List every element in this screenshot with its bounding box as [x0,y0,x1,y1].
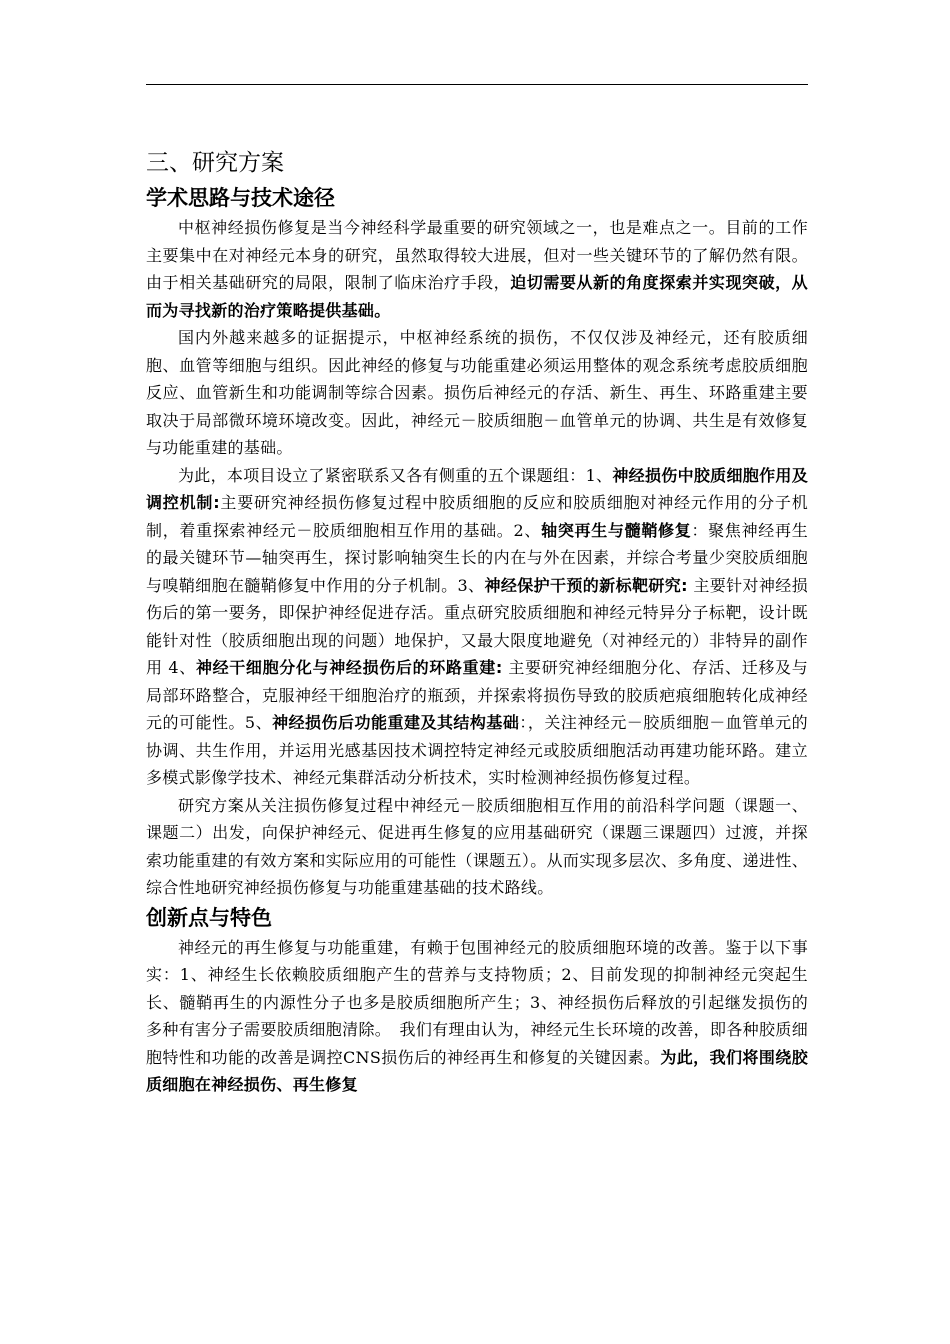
paragraph-1-bold: 迫切需要从新的角度探索并实现突破，从而为寻找新的治疗策略提供基础。 [146,273,808,320]
p3-topic-1: 神经损伤中胶质细胞作用及调控机制: [146,465,808,512]
p3-topic-2: 轴突再生与髓鞘修复 [541,520,692,540]
section-title: 三、研究方案 [146,150,284,176]
paragraph-5-text: 神经元的再生修复与功能重建，有赖于包围神经元的胶质细胞环境的改善。鉴于以下事实：1、神经生长依赖胶质细胞产生的营养与支持物质；2、目前发现的抑制神经元突起生长、髓鞘再生的内源性分子也多是胶质细胞所产生；3、神经损伤后释放的引起继发损伤的多种有害分子需要胶质细胞清除。 我们有理由认为，神经元生长环境的改善，即各种胶质细胞特性和功能的改善是调控CNS损伤后的神经再生和修复的关键因素。 [146,937,808,1067]
p3-text-1: 为此，本项目设立了紧密联系又各有侧重的五个课题组：1、 [178,465,613,485]
paragraph-3 [146,462,808,792]
p3-text-5: 主要研究神经细胞分化、存活、迁移及与局部环路整合，克服神经干细胞治疗的瓶颈，并探索将损伤导致的胶质疤痕细胞转化成神经元的可能性。5、 [146,658,808,732]
subsection-title-innovation: 创新点与特色 [146,905,272,930]
paragraph-2: 国内外越来越多的证据提示，中枢神经系统的损伤，不仅仅涉及神经元，还有胶质细胞、血管等细胞与组织。因此神经的修复与功能重建必须运用整体的观念系统考虑胶质细胞反应、血管新生和功能调制等综合因素。损伤后神经元的存活、新生、再生、环路重建主要取决于局部微环境环境改变。因此，神经元－胶质细胞－血管单元的协调、共生是有效修复与功能重建的基础。 [146,328,808,457]
paragraph-5 [146,934,808,1099]
paragraph-1-text: 中枢神经损伤修复是当今神经科学最重要的研究领域之一，也是难点之一。目前的工作主要集中在对神经元本身的研究，虽然取得较大进展，但对一些关键环节的了解仍然有限。由于相关基础研究的局限，限制了临床治疗手段， [146,218,808,292]
header-rule [146,84,808,85]
p3-text-2: 主要研究神经损伤修复过程中胶质细胞的反应和胶质细胞对神经元作用的分子机制，着重探索神经元－胶质细胞相互作用的基础。2、 [146,493,808,540]
p3-text-6: ：，关注神经元－胶质细胞－血管单元的协调、共生作用，并运用光感基因技术调控特定神经元或胶质细胞活动再建功能环路。建立多模式影像学技术、神经元集群活动分析技术，实时检测神经损伤修复过程。 [146,713,808,787]
paragraph-5-bold: 为此，我们将围绕胶质细胞在神经损伤、再生修复 [146,1047,808,1094]
document-body [146,144,808,1099]
subsection-title-approach: 学术思路与技术途径 [146,186,335,210]
p3-topic-3: 神经保护干预的新标靶研究: [484,575,688,595]
p3-text-4: 主要针对神经损伤后的第一要务，即保护神经促进存活。重点研究胶质细胞和神经元特异分子标靶，设计既能针对性（胶质细胞出现的问题）地保护，又最大限度地避免（对神经元的）非特异的副作用 4、 [146,575,808,677]
p3-topic-5: 神经损伤后功能重建及其结构基础 [272,713,520,732]
paragraph-1 [146,214,808,324]
p3-topic-4: 神经干细胞分化与神经损伤后的环路重建: [195,658,503,677]
p3-text-3: ：聚焦神经再生的最关键环节—轴突再生，探讨影响轴突生长的内在与外在因素，并综合考量少突胶质细胞与嗅鞘细胞在髓鞘修复中作用的分子机制。3、 [146,520,808,595]
paragraph-4: 研究方案从关注损伤修复过程中神经元－胶质细胞相互作用的前沿科学问题（课题一、课题二）出发，向保护神经元、促进再生修复的应用基础研究（课题三课题四）过渡，并探索功能重建的有效方案和实际应用的可能性（课题五）。从而实现多层次、多角度、递进性、综合性地研究神经损伤修复与功能重建基础的技术路线。 [146,795,808,897]
